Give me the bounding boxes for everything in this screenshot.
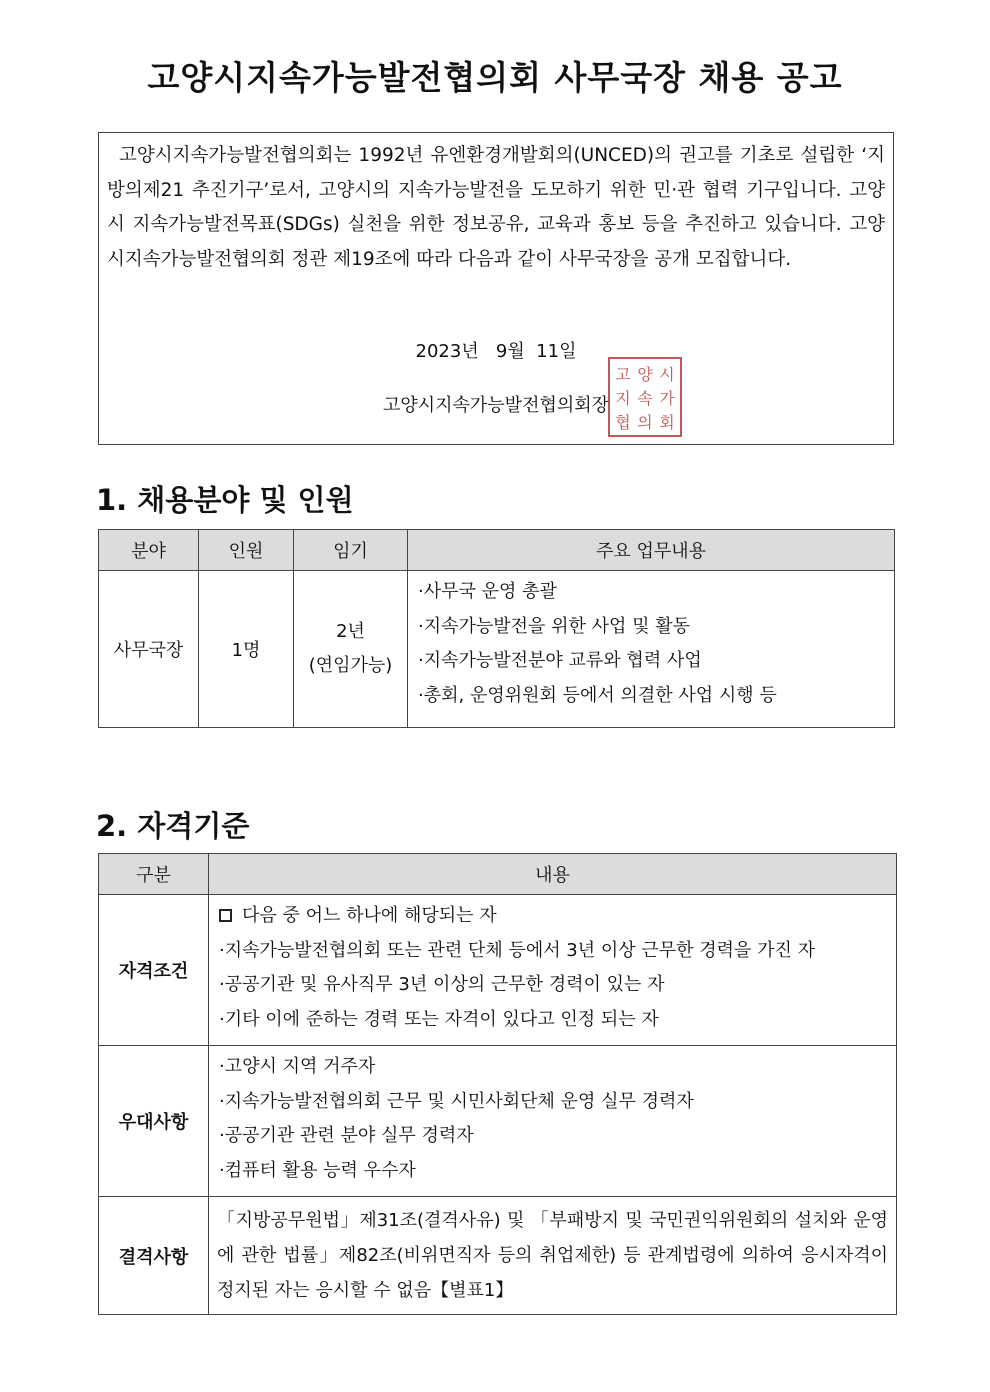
list-item: ·기타 이에 준하는 경력 또는 자격이 있다고 인정 되는 자 — [219, 1008, 659, 1030]
table-header-row — [99, 854, 897, 895]
table-row — [99, 1197, 897, 1315]
table-header-row — [99, 530, 895, 571]
seal-char: 회 — [659, 412, 675, 432]
header-field: 분야 — [99, 530, 199, 571]
seal-char: 협 — [615, 412, 631, 432]
disqualification-label: 결격사항 — [99, 1197, 209, 1315]
disqualification-cell: 「지방공무원법」제31조(결격사유) 및 「부패방지 및 국민권익위원회의 설치와 운영에 관한 법률」제82조(비위면직자 등의 취업제한) 등 관계법령에 의하여 응시자격이 정지된 자는 응시할 수 없음【별표1】 — [209, 1197, 897, 1315]
header-term: 임기 — [294, 530, 408, 571]
seal-char: 속 — [637, 388, 653, 408]
list-item: ·지속가능발전협의회 또는 관련 단체 등에서 3년 이상 근무한 경력을 가진 자 — [219, 939, 816, 961]
checkbox-icon — [219, 909, 232, 922]
header-category: 구분 — [99, 854, 209, 895]
qualification-lead — [219, 899, 886, 934]
seal-char: 지 — [615, 388, 631, 408]
intro-box — [98, 132, 894, 445]
preference-cell — [209, 1046, 897, 1197]
list-item: ·사무국 운영 총괄 — [418, 581, 557, 602]
qualification-cell — [209, 895, 897, 1046]
qualification-label: 자격조건 — [99, 895, 209, 1046]
seal-char: 고 — [615, 364, 631, 384]
seal-char: 시 — [659, 364, 675, 384]
list-item: ·공공기관 및 유사직무 3년 이상의 근무한 경력이 있는 자 — [219, 974, 665, 995]
count-cell: 1명 — [199, 571, 294, 728]
list-item: ·지속가능발전분야 교류와 협력 사업 — [418, 650, 702, 671]
signatory: 고양시지속가능발전협의회장 — [382, 395, 610, 416]
page-title: 고양시지속가능발전협의회 사무국장 채용 공고 — [147, 58, 843, 97]
seal-char: 가 — [659, 388, 675, 408]
header-count: 인원 — [199, 530, 294, 571]
lead-text: 다음 중 어느 하나에 해당되는 자 — [242, 905, 497, 926]
official-seal — [608, 357, 682, 437]
table-row — [99, 1046, 897, 1197]
term-line1: 2년 — [336, 621, 365, 642]
list-item: ·고양시 지역 거주자 — [219, 1056, 376, 1077]
list-item: ·지속가능발전을 위한 사업 및 활동 — [418, 615, 691, 637]
recruitment-table — [98, 529, 895, 728]
announcement-date: 2023년 9월 11일 — [415, 341, 577, 362]
duties-cell — [408, 571, 895, 728]
field-cell: 사무국장 — [99, 571, 199, 728]
seal-char: 의 — [637, 412, 653, 432]
intro-text: 고양시지속가능발전협의회는 1992년 유엔환경개발회의(UNCED)의 권고를 기초로 설립한 ‘지방의제21 추진기구’로서, 고양시의 지속가능발전을 도모하기 위한 민·관 협력 기구입니다. 고양시 지속가능발전목표(SDGs) 실천을 위한 정보공유, 교육과 홍보 등을 추진하고 있습니다. 고양시지속가능발전협의회 정관 제19조에 따라 다음과 같이 사무국장을 공개 모집합니다. — [107, 145, 885, 270]
seal-char: 양 — [637, 364, 653, 384]
qualification-table — [98, 853, 897, 1315]
list-item: ·공공기관 관련 분야 실무 경력자 — [219, 1125, 474, 1146]
header-content: 내용 — [209, 854, 897, 895]
term-line2: (연임가능) — [308, 655, 393, 676]
header-duties: 주요 업무내용 — [408, 530, 895, 571]
table-row — [99, 895, 897, 1046]
list-item: ·총회, 운영위원회 등에서 의결한 사업 시행 등 — [418, 684, 777, 706]
term-cell — [294, 571, 408, 728]
table-row — [99, 571, 895, 728]
section1-heading: 1. 채용분야 및 인원 — [96, 483, 354, 517]
preference-label: 우대사항 — [99, 1046, 209, 1197]
list-item: ·지속가능발전협의회 근무 및 시민사회단체 운영 실무 경력자 — [219, 1090, 694, 1112]
list-item: ·컴퓨터 활용 능력 우수자 — [219, 1159, 416, 1181]
section2-heading: 2. 자격기준 — [96, 809, 250, 843]
